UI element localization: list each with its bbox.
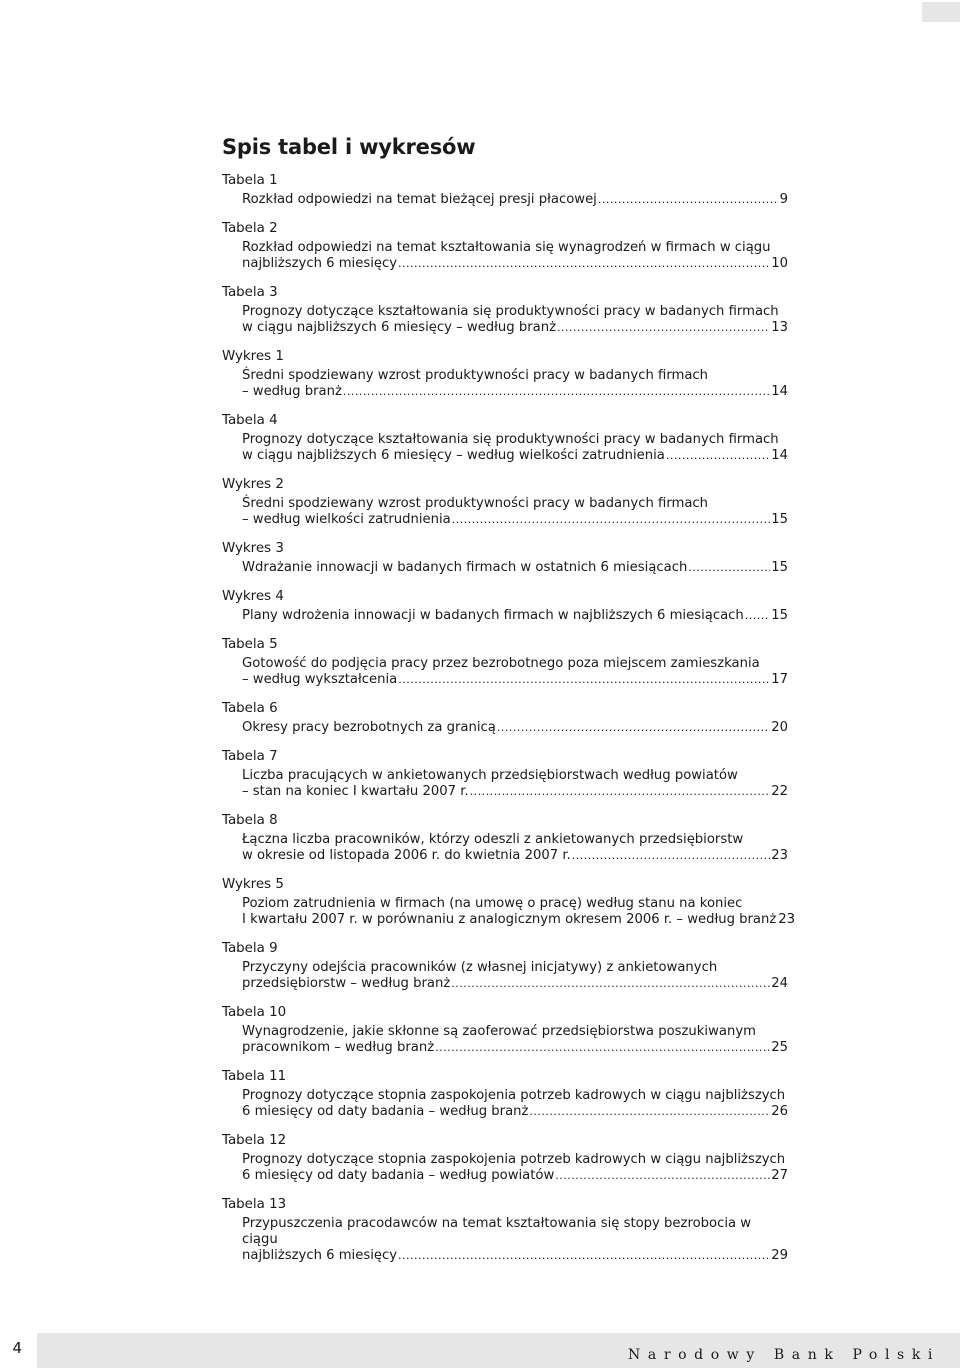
toc-entry-label: Wykres 5 <box>222 877 284 892</box>
toc-entry-last-line <box>242 320 788 336</box>
toc-entry-page: 15 <box>771 608 788 623</box>
toc-entry-label: Tabela 11 <box>222 1069 287 1084</box>
toc-entry-text: I kwartału 2007 r. w porównaniu z analogicznym okresem 2006 r. – według branż <box>242 912 777 927</box>
dot-leader <box>557 320 770 336</box>
dot-leader <box>572 848 770 864</box>
toc-entry-page: 23 <box>771 848 788 863</box>
toc-entry-page: 15 <box>771 560 788 575</box>
toc-entry-page: 23 <box>778 912 796 927</box>
toc-entry-label: Tabela 9 <box>222 941 278 956</box>
toc-entry-last-line <box>242 912 796 928</box>
toc-entry-page: 14 <box>771 384 788 399</box>
toc-entry-last-line <box>242 784 788 800</box>
toc-entry-title <box>242 1024 788 1056</box>
toc-entry[interactable] <box>222 538 788 576</box>
toc-entry-text: Prognozy dotyczące kształtowania się produktywności pracy w badanych firmach <box>242 432 779 447</box>
toc-entry-label: Tabela 2 <box>222 221 278 236</box>
toc-entry-label: Tabela 4 <box>222 413 278 428</box>
toc-entry-title <box>242 608 788 624</box>
dot-leader <box>598 192 779 208</box>
toc-entry[interactable] <box>222 586 788 624</box>
toc-entry-text: w okresie od listopada 2006 r. do kwietnia 2007 r. <box>242 848 571 863</box>
toc-entry-title <box>242 1152 788 1184</box>
dot-leader <box>688 560 770 576</box>
toc-entry[interactable] <box>222 1066 788 1120</box>
toc-entry-title <box>242 720 788 736</box>
toc-entry-text: – według wykształcenia <box>242 672 398 687</box>
toc-entry-text: – stan na koniec I kwartału 2007 r. <box>242 784 469 799</box>
toc-entry-text: pracownikom – według branż <box>242 1040 435 1055</box>
toc-entry-page: 25 <box>771 1040 788 1055</box>
toc-entry[interactable] <box>222 938 788 992</box>
toc-entry-page: 20 <box>771 720 788 735</box>
toc-entry[interactable] <box>222 698 788 736</box>
toc-entry-label: Tabela 1 <box>222 173 278 188</box>
toc-entry-last-line <box>242 1248 788 1264</box>
dot-leader <box>745 608 770 624</box>
toc-entry-last-line <box>242 720 788 736</box>
toc-entry-page: 9 <box>779 192 788 207</box>
toc-entry-text: najbliższych 6 miesięcy <box>242 1248 398 1263</box>
dot-leader <box>398 1248 770 1264</box>
toc-entry-page: 24 <box>771 976 788 991</box>
toc-entry-text: w ciągu najbliższych 6 miesięcy – według wielkości zatrudnienia <box>242 448 665 463</box>
toc-entry-text: Prognozy dotyczące kształtowania się produktywności pracy w badanych firmach <box>242 304 779 319</box>
toc-entry-page: 13 <box>771 320 788 335</box>
toc-entry-last-line <box>242 976 788 992</box>
toc-entry-page: 27 <box>771 1168 788 1183</box>
dot-leader <box>398 672 770 688</box>
toc-entry-last-line <box>242 608 788 624</box>
toc-entry-label: Tabela 8 <box>222 813 278 828</box>
toc-entry-last-line <box>242 848 788 864</box>
toc-entry[interactable] <box>222 746 788 800</box>
toc-entry-text: przedsiębiorstw – według branż <box>242 976 451 991</box>
toc-entry-text: 6 miesięcy od daty badania – według powiatów <box>242 1168 555 1183</box>
toc-entry-title <box>242 768 788 800</box>
dot-leader <box>497 720 770 736</box>
toc-entry-title <box>242 192 788 208</box>
toc-entry-page: 29 <box>771 1248 788 1263</box>
toc-entry[interactable] <box>222 346 788 400</box>
dot-leader <box>452 512 770 528</box>
toc-entry[interactable] <box>222 410 788 464</box>
toc-entry[interactable] <box>222 282 788 336</box>
toc-entry-title <box>242 496 788 528</box>
toc-entry-page: 26 <box>771 1104 788 1119</box>
dot-leader <box>343 384 770 400</box>
toc-entry[interactable] <box>222 810 788 864</box>
toc-entry-last-line <box>242 1168 788 1184</box>
toc-entry-text: Plany wdrożenia innowacji w badanych firmach w najbliższych 6 miesiącach <box>242 608 744 623</box>
dot-leader <box>435 1040 770 1056</box>
toc-entry[interactable] <box>222 1130 788 1184</box>
header-decor-bar <box>922 2 960 22</box>
toc-entry-text: Rozkład odpowiedzi na temat bieżącej presji płacowej <box>242 192 597 207</box>
toc-entry-text: Przyczyny odejścia pracowników (z własnej inicjatywy) z ankietowanych <box>242 960 718 975</box>
toc-entry-title <box>242 960 788 992</box>
toc-entry-title <box>242 832 788 864</box>
table-of-contents <box>222 170 796 1274</box>
toc-entry-page: 10 <box>771 256 788 271</box>
toc-entry-text: Średni spodziewany wzrost produktywności pracy w badanych firmach <box>242 496 709 511</box>
toc-entry-text: Prognozy dotyczące stopnia zaspokojenia potrzeb kadrowych w ciągu najbliższych <box>242 1088 786 1103</box>
toc-entry-title <box>242 304 788 336</box>
toc-entry-text: Łączna liczba pracowników, którzy odeszli z ankietowanych przedsiębiorstw <box>242 832 744 847</box>
toc-entry[interactable] <box>222 1002 788 1056</box>
page-number: 4 <box>12 1339 22 1357</box>
toc-entry-text: – według wielkości zatrudnienia <box>242 512 451 527</box>
toc-entry-text: w ciągu najbliższych 6 miesięcy – według branż <box>242 320 556 335</box>
toc-entry-text: 6 miesięcy od daty badania – według branż <box>242 1104 529 1119</box>
toc-entry-text: Przypuszczenia pracodawców na temat kształtowania się stopy bezrobocia w ciągu <box>242 1216 752 1247</box>
toc-entry-label: Tabela 6 <box>222 701 278 716</box>
dot-leader <box>555 1168 770 1184</box>
toc-entry-title <box>242 432 788 464</box>
toc-entry-text: Liczba pracujących w ankietowanych przedsiębiorstwach według powiatów <box>242 768 738 783</box>
toc-entry-page: 14 <box>771 448 788 463</box>
toc-entry-title <box>242 656 788 688</box>
toc-entry-label: Tabela 12 <box>222 1133 287 1148</box>
toc-entry[interactable] <box>222 170 788 208</box>
toc-entry-label: Wykres 2 <box>222 477 284 492</box>
toc-entry-text: Gotowość do podjęcia pracy przez bezrobotnego poza miejscem zamieszkania <box>242 656 760 671</box>
toc-entry-label: Tabela 13 <box>222 1197 287 1212</box>
toc-entry-title <box>242 240 788 272</box>
toc-entry-label: Tabela 10 <box>222 1005 287 1020</box>
toc-entry-title <box>242 560 788 576</box>
toc-entry-last-line <box>242 672 788 688</box>
toc-entry-page: 22 <box>771 784 788 799</box>
dot-leader <box>398 256 770 272</box>
toc-entry-label: Wykres 1 <box>222 349 284 364</box>
dot-leader <box>666 448 770 464</box>
toc-entry-text: Wdrażanie innowacji w badanych firmach w ostatnich 6 miesiącach <box>242 560 688 575</box>
toc-entry-last-line <box>242 560 788 576</box>
toc-entry-text: Prognozy dotyczące stopnia zaspokojenia potrzeb kadrowych w ciągu najbliższych <box>242 1152 786 1167</box>
page-title: Spis tabel i wykresów <box>222 135 476 159</box>
toc-entry-label: Wykres 3 <box>222 541 284 556</box>
toc-entry-label: Tabela 5 <box>222 637 278 652</box>
toc-entry-text: Rozkład odpowiedzi na temat kształtowania się wynagrodzeń w firmach w ciągu <box>242 240 771 255</box>
toc-entry[interactable] <box>222 634 788 688</box>
dot-leader <box>451 976 770 992</box>
toc-entry-last-line <box>242 448 788 464</box>
toc-entry[interactable] <box>222 218 788 272</box>
toc-entry-last-line <box>242 512 788 528</box>
toc-entry[interactable] <box>222 474 788 528</box>
toc-entry-label: Tabela 7 <box>222 749 278 764</box>
toc-entry-text: Wynagrodzenie, jakie skłonne są zaoferować przedsiębiorstwa poszukiwanym <box>242 1024 756 1039</box>
toc-entry-text: Okresy pracy bezrobotnych za granicą <box>242 720 496 735</box>
toc-entry-last-line <box>242 1040 788 1056</box>
footer-publisher: Narodowy Bank Polski <box>628 1347 940 1363</box>
toc-entry-text: Średni spodziewany wzrost produktywności pracy w badanych firmach <box>242 368 709 383</box>
toc-entry-title <box>242 368 788 400</box>
toc-entry-label: Wykres 4 <box>222 589 284 604</box>
toc-entry-text: Poziom zatrudnienia w firmach (na umowę o pracę) według stanu na koniec <box>242 896 743 911</box>
toc-entry-text: – według branż <box>242 384 342 399</box>
toc-entry-text: najbliższych 6 miesięcy <box>242 256 398 271</box>
toc-entry-label: Tabela 3 <box>222 285 278 300</box>
toc-entry-title <box>242 1088 788 1120</box>
toc-entry[interactable] <box>222 874 796 928</box>
toc-entry-page: 15 <box>771 512 788 527</box>
dot-leader <box>529 1104 770 1120</box>
dot-leader <box>470 784 771 800</box>
toc-entry-last-line <box>242 1104 788 1120</box>
toc-entry-title <box>242 1216 788 1264</box>
toc-entry-last-line <box>242 256 788 272</box>
toc-entry[interactable] <box>222 1194 788 1264</box>
toc-entry-title <box>242 896 796 928</box>
toc-entry-page: 17 <box>771 672 788 687</box>
toc-entry-last-line <box>242 384 788 400</box>
toc-entry-last-line <box>242 192 788 208</box>
